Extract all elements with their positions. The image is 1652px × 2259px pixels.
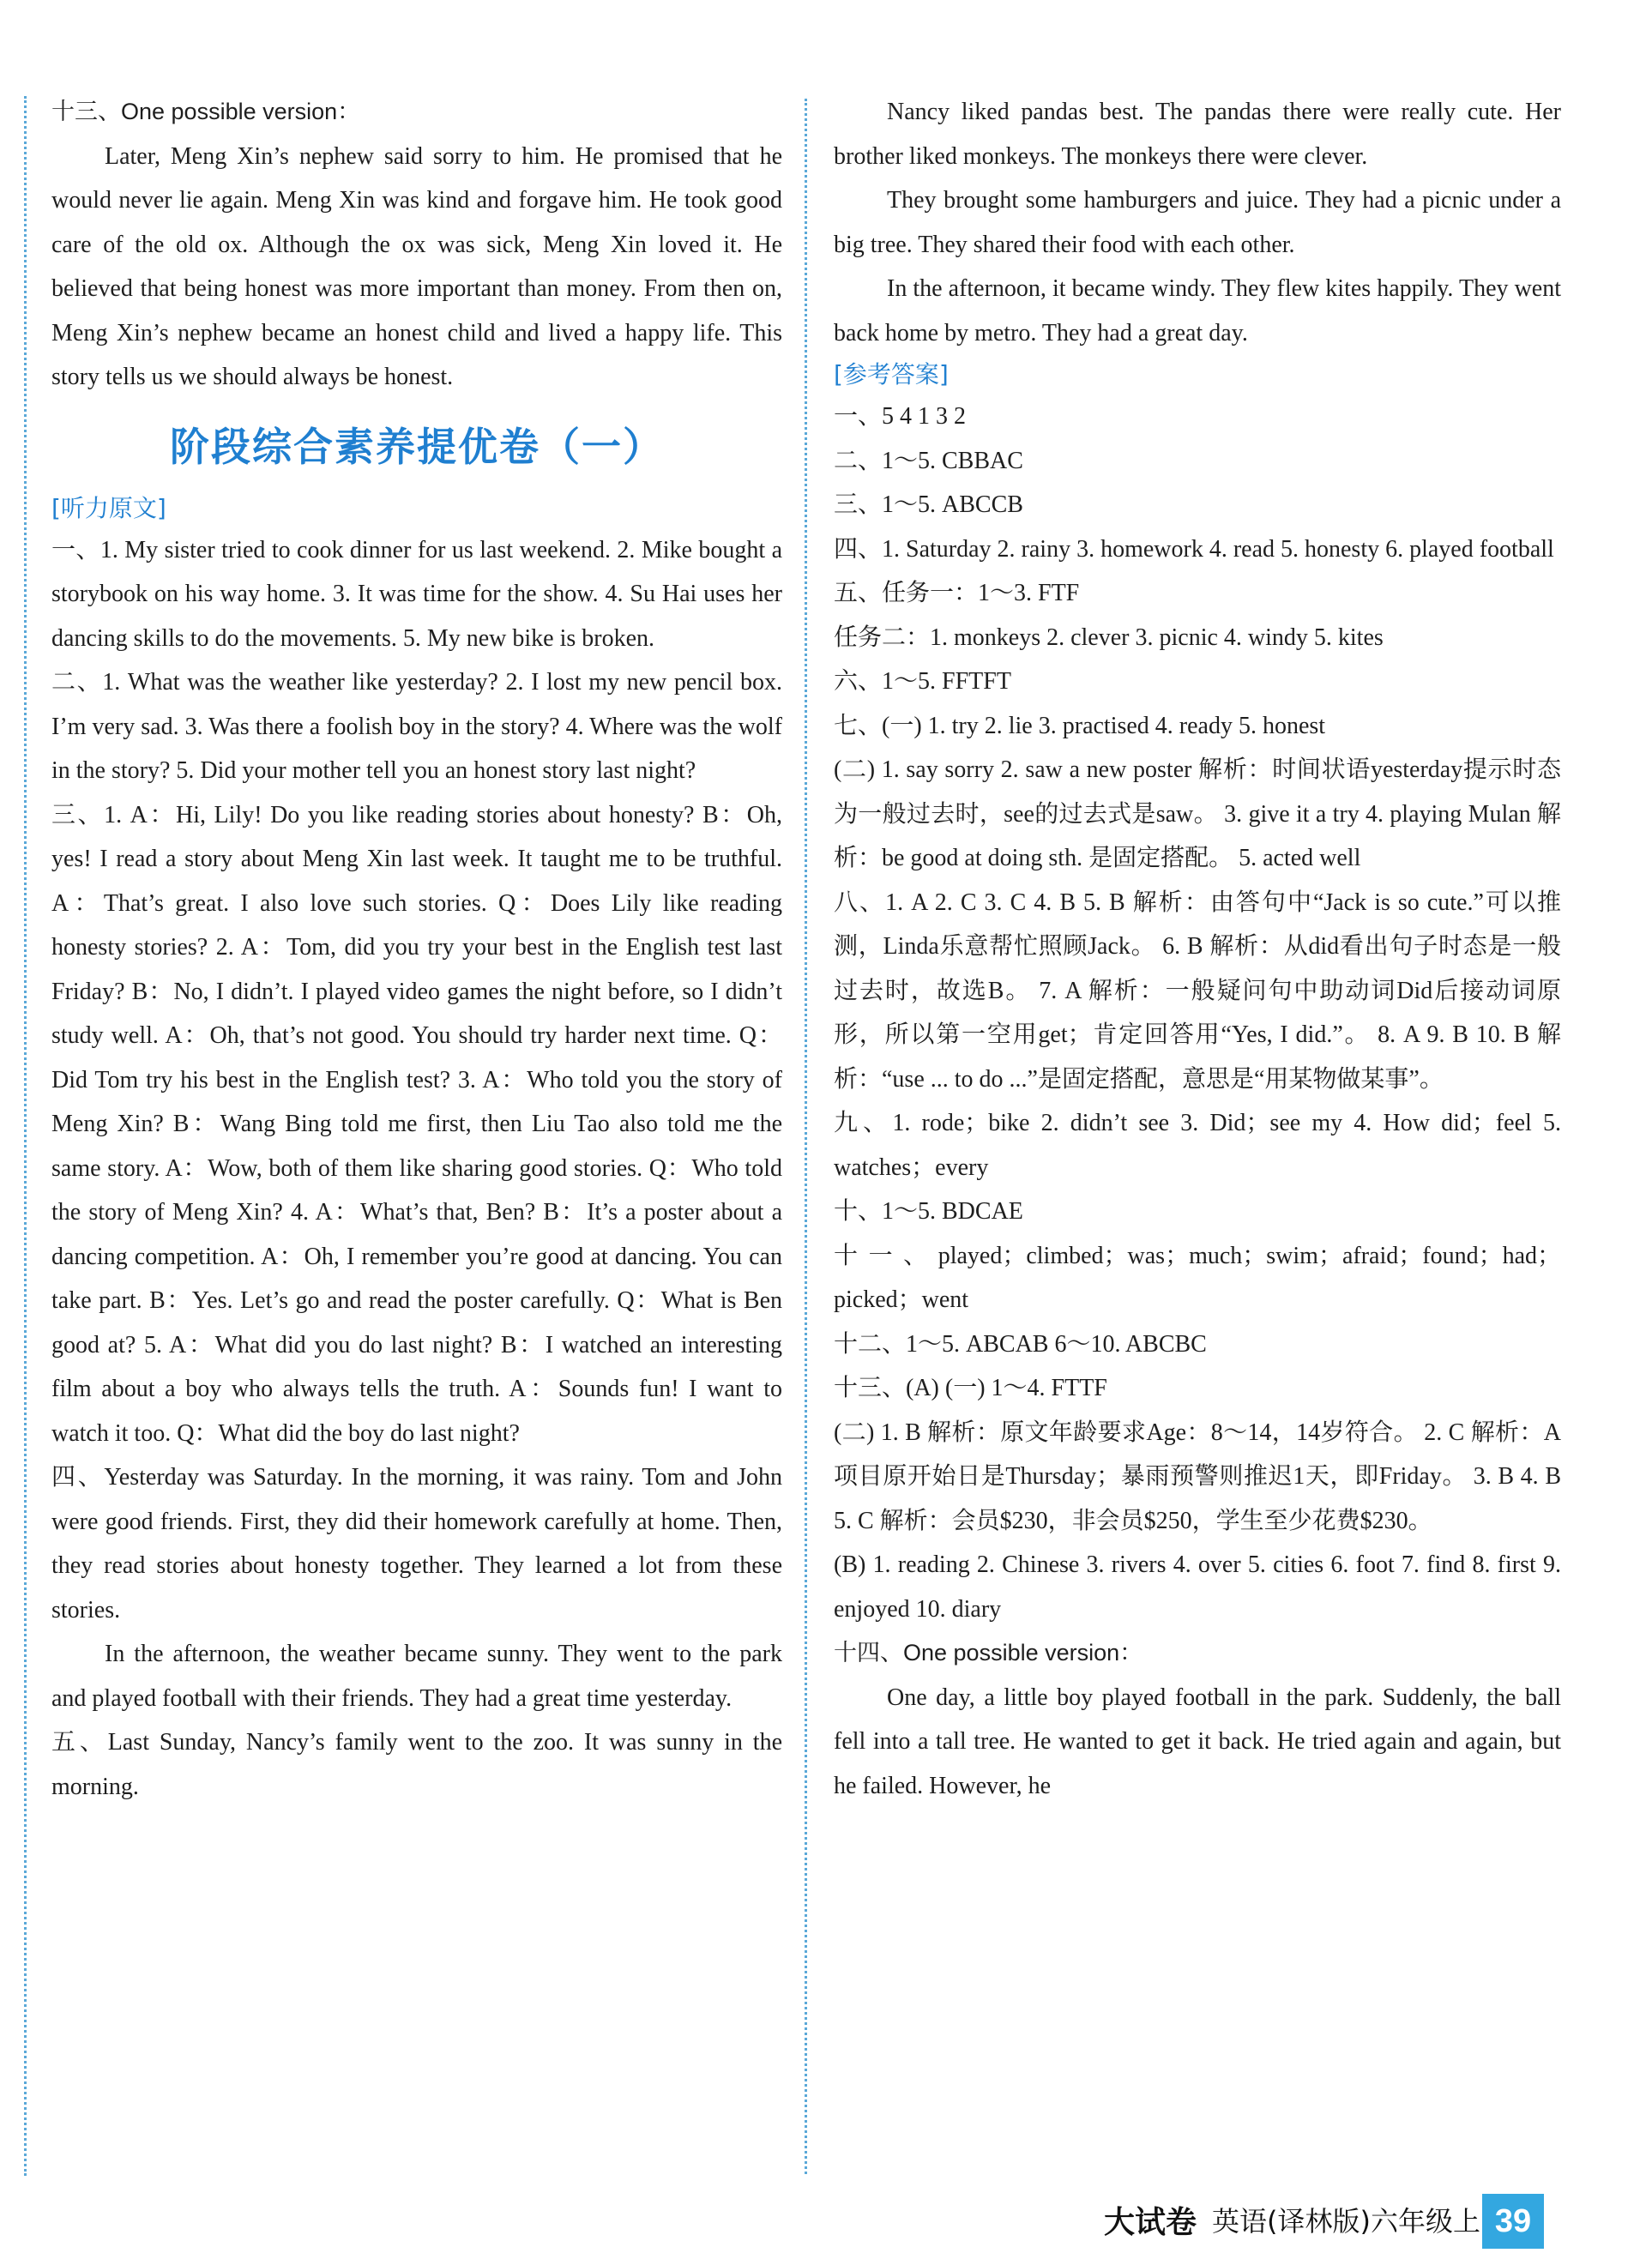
answer-10: 十、1～5. BDCAE <box>834 1198 1023 1225</box>
page-title: 阶段综合素养提优卷（一） <box>170 423 664 470</box>
answer-13-a1: 十三、(A) (一) 1～4. FTTF <box>834 1375 1107 1401</box>
listening-part-1: 一、1. My sister tried to cook dinner for us last weekend. 2. Mike bought a storybook on his way home. 3. It was time for the show. 4. Su Hai uses her dancing skills to do the movements. 5. My new bike is broken. <box>51 536 782 652</box>
answer-3: 三、1～5. ABCCB <box>834 491 1023 518</box>
listening-part-5-para-3: In the afternoon, it became windy. They flew kites happily. They went back home by metro. They had a great day. <box>834 275 1561 346</box>
answer-6: 六、1～5. FFTFT <box>834 668 1011 695</box>
listening-script-tag: [听力原文] <box>51 493 166 522</box>
answer-7-part-2: (二) 1. say sorry 2. saw a new poster 解析：时间状语yesterday提示时态为一般过去时，see的过去式是saw。 3. give it a try 4. playing Mulan 解析：be good at doing sth. 是固定搭配。 5. acted well <box>834 756 1561 871</box>
listening-part-5-para-1: Nancy liked pandas best. The pandas there were really cute. Her brother liked monkeys. The monkeys there were clever. <box>834 99 1561 170</box>
answer-12: 十二、1～5. ABCAB 6～10. ABCBC <box>834 1330 1207 1358</box>
answer-5-task-1: 五、任务一：1～3. FTF <box>834 580 1080 606</box>
listening-part-5-para-2: They brought some hamburgers and juice. They had a picnic under a big tree. They shared their food with each other. <box>834 187 1561 258</box>
footer-subject: 英语(译林版)六年级上 <box>1212 2205 1480 2238</box>
answer-14-heading: 十四、One possible version： <box>834 1640 1143 1666</box>
answer-4: 四、1. Saturday 2. rainy 3. homework 4. read 5. honesty 6. played football <box>834 535 1554 563</box>
listening-part-5: 五、Last Sunday, Nancy’s family went to the zoo. It was sunny in the morning. <box>51 1729 782 1800</box>
footer-brand: 大试卷 <box>1104 2204 1197 2240</box>
answer-13-b: (B) 1. reading 2. Chinese 3. rivers 4. over 5. cities 6. foot 7. find 8. first 9. enjoyed 10. diary <box>834 1551 1561 1623</box>
answer-7-part-1: 七、(一) 1. try 2. lie 3. practised 4. ready 5. honest <box>834 712 1326 739</box>
answer-13-a2: (二) 1. B 解析：原文年龄要求Age：8～14，14岁符合。 2. C 解析：A项目原开始日是Thursday；暴雨预警则推迟1天，即Friday。 3. B 4. B 5. C 解析：会员$230，非会员$250，学生至少花费$230。 <box>834 1419 1561 1534</box>
answer-5-task-2: 任务二：1. monkeys 2. clever 3. picnic 4. windy 5. kites <box>834 623 1384 651</box>
page-number-badge: 39 <box>1482 2194 1544 2249</box>
answer-2: 二、1～5. CBBAC <box>834 447 1023 474</box>
left-column <box>51 90 782 1809</box>
section-13-essay: Later, Meng Xin’s nephew said sorry to him. He promised that he would never lie again. Meng Xin was kind and forgave him. He took good care of the old ox. Although the ox was sick, Meng Xin loved it. He believed that being honest was more important than money. From then on, Meng Xin’s nephew became an honest child and lived a happy life. This story tells us we should always be honest. <box>51 142 782 390</box>
answer-14-essay: One day, a little boy played football in the park. Suddenly, the ball fell into a tall tree. He wanted to get it back. He tried again and again, but he failed. However, he <box>834 1684 1561 1799</box>
answer-8: 八、1. A 2. C 3. C 4. B 5. B 解析：由答句中“Jack is so cute.”可以推测，Linda乐意帮忙照顾Jack。 6. B 解析：从did看出句子时态是一般过去时，故选B。 7. A 解析：一般疑问句中助动词Did后接动词原形，所以第一空用get；肯定回答用“Yes, I did.”。 8. A 9. B 10. B 解析：“use ... to do ...”是固定搭配，意思是“用某物做某事”。 <box>834 889 1561 1093</box>
answer-9: 九、1. rode；bike 2. didn’t see 3. Did；see my 4. How did；feel 5. watches；every <box>834 1110 1561 1181</box>
right-column <box>834 90 1561 1808</box>
listening-part-4-cont: In the afternoon, the weather became sunny. They went to the park and played football with their friends. They had a great time yesterday. <box>51 1641 782 1712</box>
section-13-heading: 十三、One possible version： <box>51 99 361 124</box>
answer-1: 一、5 4 1 3 2 <box>834 403 967 430</box>
listening-part-3: 三、1. A：Hi, Lily! Do you like reading stories about honesty? B：Oh, yes! I read a story about Meng Xin last week. It taught me to be truthful. A：That’s great. I also love such stories. Q：Does Lily like reading honesty stories? 2. A：Tom, did you try your best in the English test last Friday? B：No, I didn’t. I played video games the night before, so I didn’t study well. A：Oh, that’s not good. You should try harder next time. Q：Did Tom try his best in the English test? 3. A：Who told you the story of Meng Xin? B：Wang Bing told me first, then Liu Tao also told me the same story. A：Wow, both of them like sharing good stories. Q：Who told the story of Meng Xin? 4. A：What’s that, Ben? B：It’s a poster about a dancing competition. A：Oh, I remember you’re good at dancing. You can take part. B：Yes. Let’s go and read the poster carefully. Q：What is Ben good at? 5. A：What did you do last night? B：I watched an interesting film about a boy who always tells the truth. A：Sounds fun! I want to watch it too. Q：What did the boy do last night? <box>51 801 782 1447</box>
page-footer <box>1104 2197 1480 2242</box>
listening-part-4: 四、Yesterday was Saturday. In the morning, it was rainy. Tom and John were good friends. First, they did their homework carefully at home. Then, they read stories about honesty together. They learned a lot from these stories. <box>51 1464 782 1623</box>
left-margin-rule <box>24 96 27 2176</box>
listening-part-2: 二、1. What was the weather like yesterday? 2. I lost my new pencil box. I’m very sad. 3. Was there a foolish boy in the story? 4. Where was the wolf in the story? 5. Did your mother tell you an honest story last night? <box>51 669 782 784</box>
answer-key-tag: [参考答案] <box>834 360 949 389</box>
answer-11: 十一、played；climbed；was；much；swim；afraid；found；had；picked；went <box>834 1242 1561 1313</box>
column-divider <box>805 99 807 2174</box>
